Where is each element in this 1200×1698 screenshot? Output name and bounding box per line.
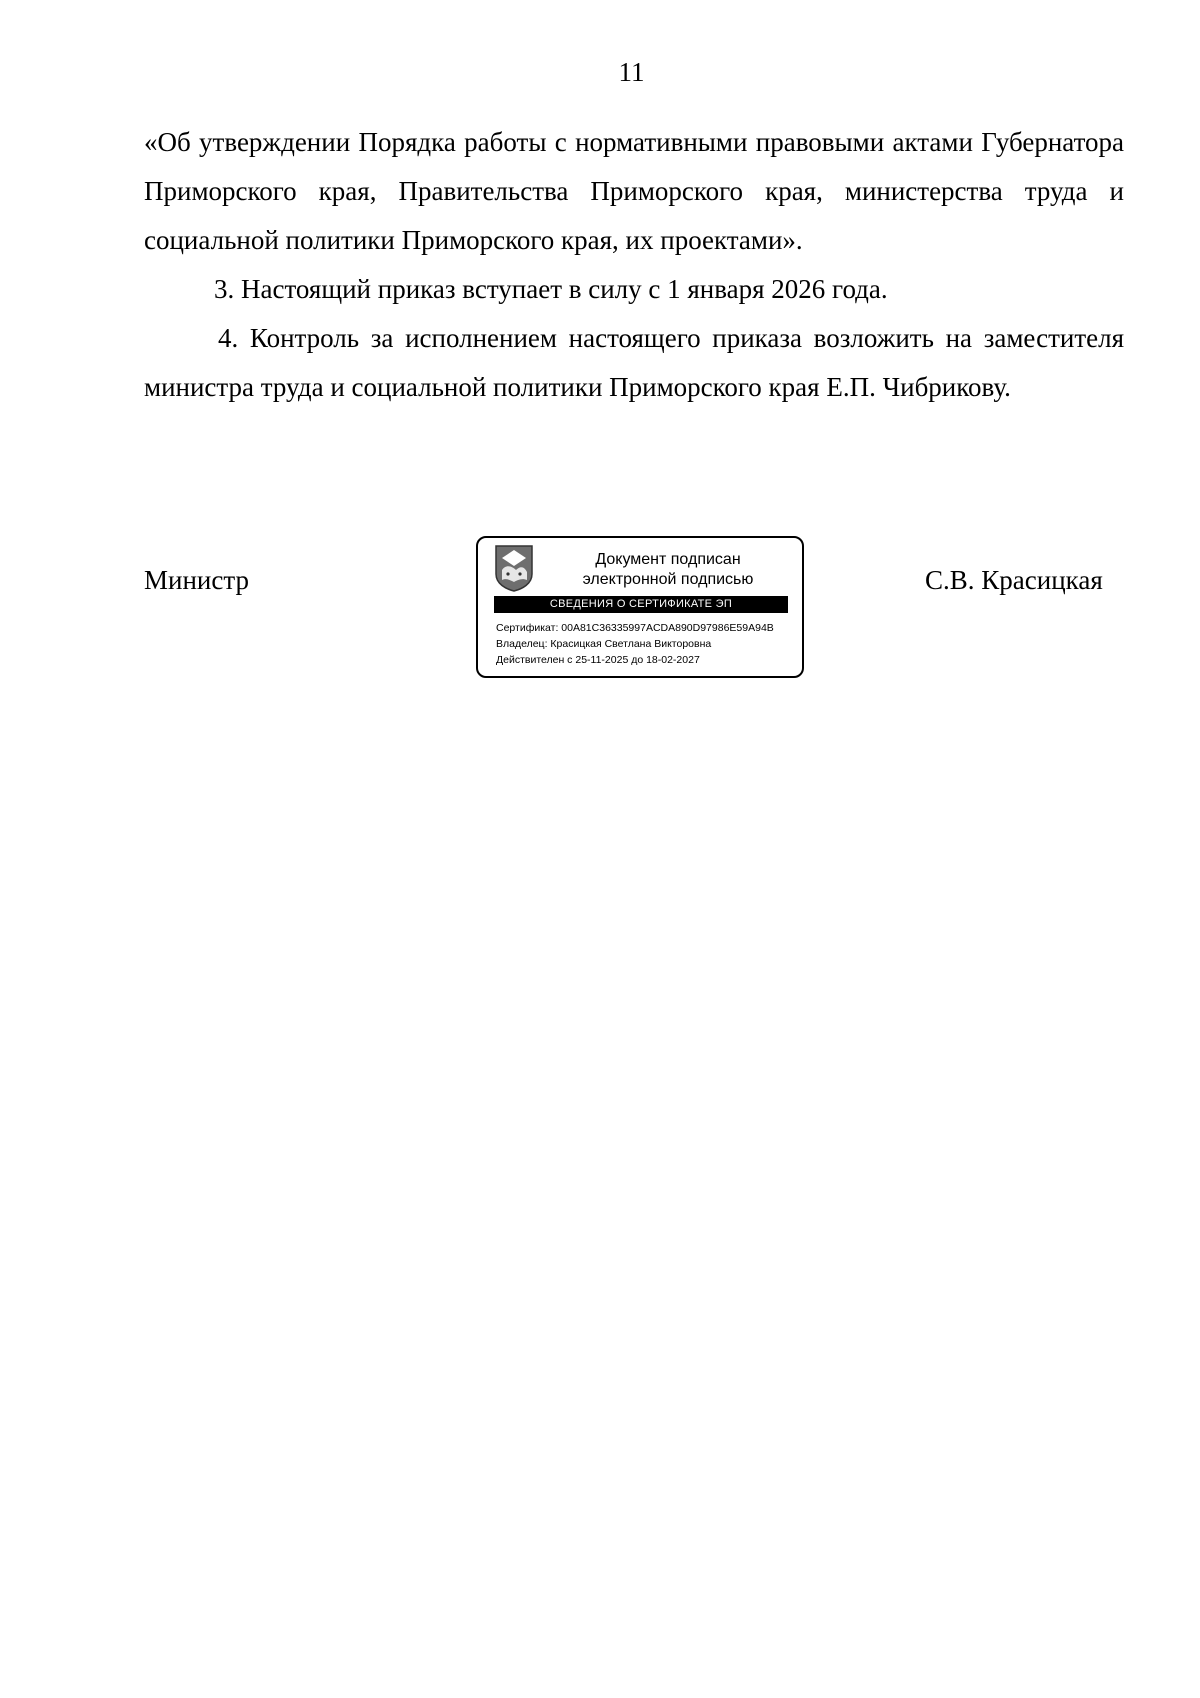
- paragraph-regulation-title: «Об утверждении Порядка работы с нормативными правовыми актами Губернатора Приморского края, Правительства Приморского края, министерства труда и социальной политики Приморского края, их проектами».: [144, 127, 1124, 255]
- stamp-details: [496, 620, 796, 668]
- signer-name: С.В. Красицкая: [925, 565, 1103, 595]
- coat-of-arms-icon: [494, 544, 534, 592]
- stamp-certificate: Сертификат: 00A81C36335997ACDA890D97986E59A94B: [496, 622, 774, 634]
- electronic-signature-stamp: [476, 536, 804, 678]
- signer-position: Министр: [144, 565, 249, 595]
- paragraph-control: 4. Контроль за исполнением настоящего приказа возложить на заместителя министра труда и социальной политики Приморского края Е.П. Чибрикову.: [144, 323, 1124, 402]
- document-body: [144, 118, 1124, 412]
- stamp-title-line2: электронной подписью: [582, 571, 754, 588]
- stamp-title-line1: Документ подписан: [595, 551, 741, 568]
- stamp-owner: Владелец: Красицкая Светлана Викторовна: [496, 638, 712, 650]
- paragraph-effective-date: 3. Настоящий приказ вступает в силу с 1 января 2026 года.: [214, 274, 888, 304]
- stamp-validity: Действителен с 25-11-2025 до 18-02-2027: [496, 654, 700, 666]
- stamp-title: [548, 550, 788, 590]
- page-number: 11: [618, 57, 645, 87]
- stamp-header-bar: СВЕДЕНИЯ О СЕРТИФИКАТЕ ЭП: [494, 596, 788, 613]
